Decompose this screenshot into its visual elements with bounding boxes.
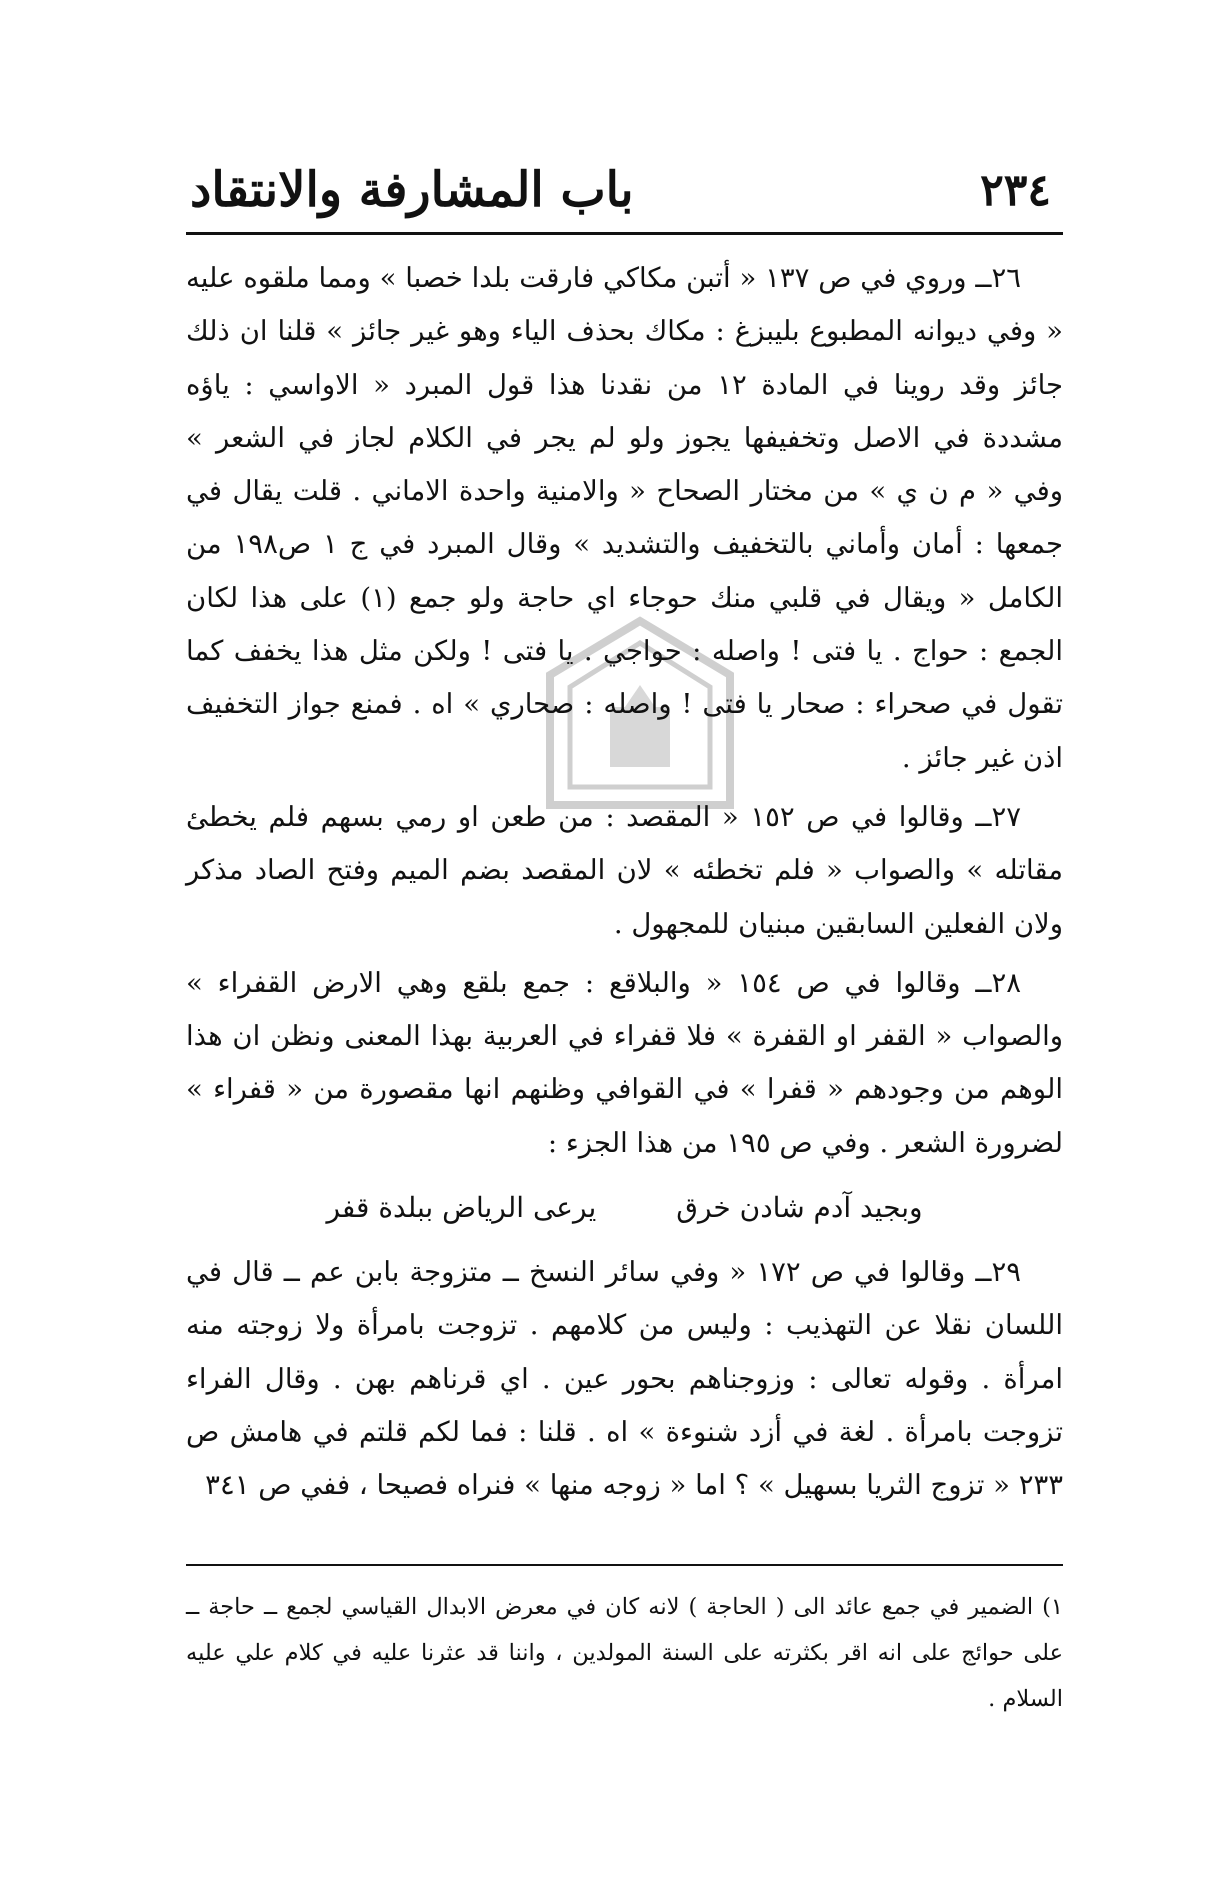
footnotes (186, 1584, 1063, 1728)
paragraph-29: ٢٩ــ وقالوا في ص ١٧٢ « وفي سائر النسخ ــ متزوجة بابن عم ــ قال في اللسان نقلا عن التهذيب : وليس من كلامهم . تزوجت بامرأة ولا زوجته منه امرأة . وقوله تعالى : وزوجناهم بحور عين . اي قرناهم بهن . وقال الفراء تزوجت بامرأة . لغة في أزد شنوءة » اه . قلنا : فما لكم قلتم في هامش ص ٢٣٣ « تزوج الثريا بسهيل » ؟ اما « زوجه منها » فنراه فصيحا ، ففي ص ٣٤١ (186, 1256, 1063, 1502)
paragraph-26: ٢٦ــ وروي في ص ١٣٧ « أتبن مكاكي فارقت بلدا خصبا » ومما ملقوه عليه « وفي ديوانه المطبوع بليبزغ : مكاك بحذف الياء وهو غير جائز » قلنا ان ذلك جائز وقد روينا في المادة ١٢ من نقدنا هذا قول المبرد « الاواسي : ياؤه مشددة في الاصل وتخفيفها يجوز ولو لم يجر في الكلام لجاز في الشعر » وفي « م ن ي » من مختار الصحاح « والامنية واحدة الاماني . قلت يقال في جمعها : أمان وأماني بالتخفيف والتشديد » وقال المبرد في ج ١ ص١٩٨ من الكامل « ويقال في قلبي منك حوجاء اي حاجة ولو جمع (١) على هذا لكان الجمع : حواج . يا فتى ! واصله : حواجي . يا فتى ! ولكن مثل هذا يخفف كما تقول في صحراء : صحار يا فتى ! واصله : صحاري » اه . فمنع جواز التخفيف اذن غير جائز . (186, 262, 1064, 774)
poetry-verse (186, 1178, 1063, 1238)
running-title: باب المشارفة والانتقاد (190, 162, 634, 218)
paragraph-28: ٢٨ــ وقالوا في ص ١٥٤ « والبلاقع : جمع بلقع وهي الارض القفراء » والصواب « القفر او القفرة » فلا قفراء في العربية بهذا المعنى ونظن ان هذا الوهم من وجودهم « قفرا » في القوافي وظنهم انها مقصورة من « قفراء » لضرورة الشعر . وفي ص ١٩٥ من هذا الجزء : (186, 966, 1063, 1159)
page-header (190, 150, 1051, 230)
page-number: ٢٣٤ (980, 164, 1051, 216)
verse-right-hemistich: وبجيد آدم شادن خرق (676, 1191, 923, 1225)
paragraph-27: ٢٧ــ وقالوا في ص ١٥٢ « المقصد : من طعن او رمي بسهم فلم يخطئ مقاتله » والصواب « فلم تخطئه » لان المقصد بضم الميم وفتح الصاد مذكر ولان الفعلين السابقين مبنيان للمجهول . (186, 800, 1063, 940)
header-rule (186, 232, 1063, 235)
verse-left-hemistich: يرعى الرياض ببلدة قفر (326, 1191, 597, 1225)
footnote-rule (186, 1564, 1063, 1566)
body-text (186, 252, 1063, 1519)
footnote-1: ١) الضمير في جمع عائد الى ( الحاجة ) لانه كان في معرض الابدال القياسي لجمع ــ حاجة ــ على حوائج على انه اقر بكثرته على السنة المولدين ، واننا قد عثرنا عليه في كلام علي عليه السلام . (186, 1594, 1063, 1712)
